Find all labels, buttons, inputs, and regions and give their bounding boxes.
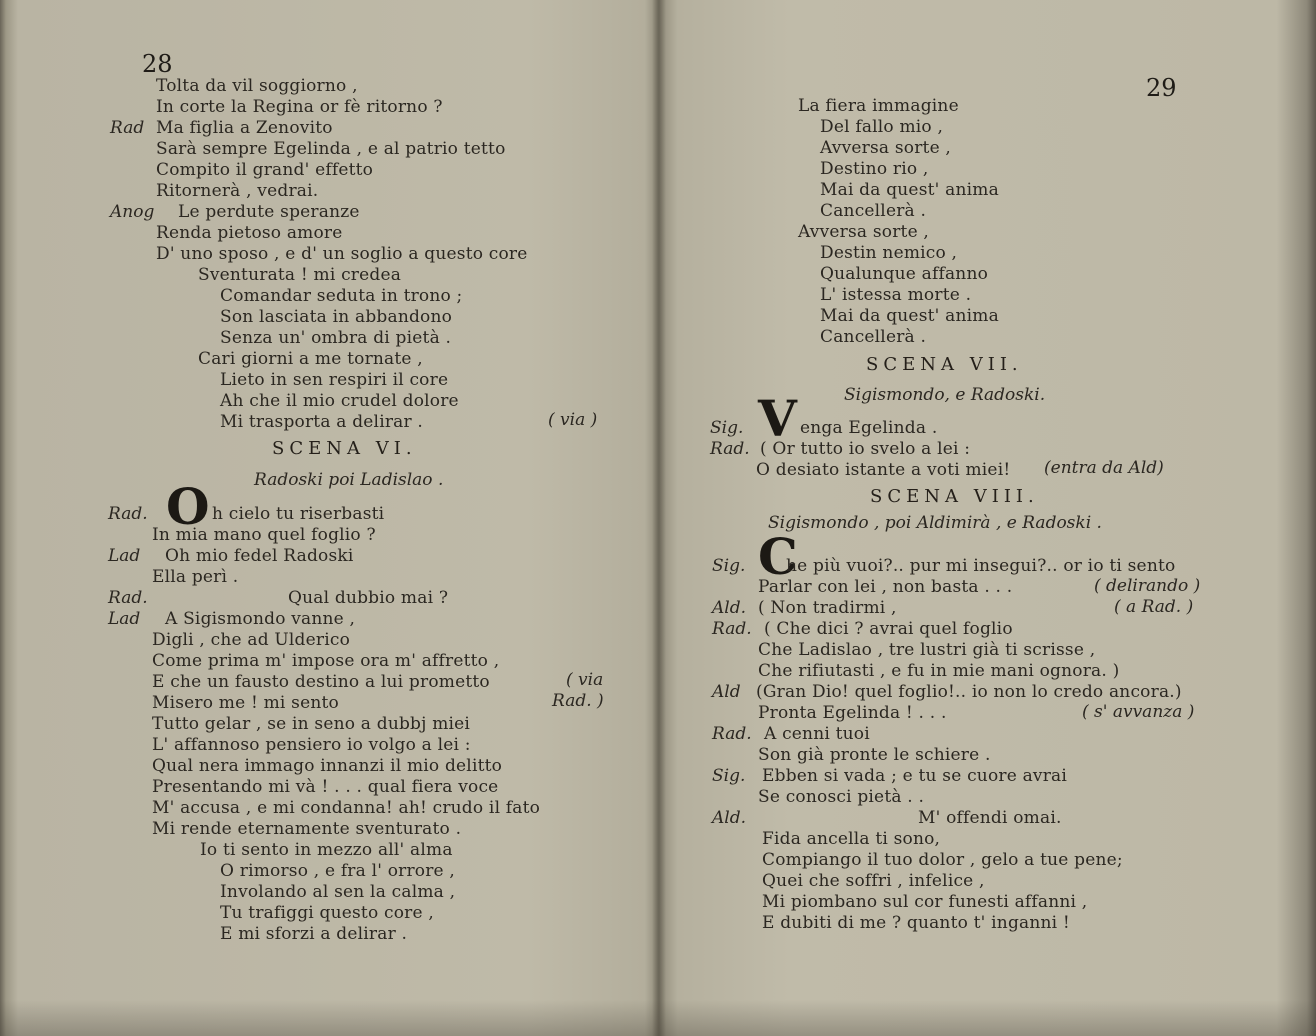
text-line: M' offendi omai. — [918, 808, 1062, 828]
right-page — [658, 0, 1316, 1036]
speaker-label: Anog — [110, 202, 155, 222]
text-line: Se conosci pietà . . — [758, 787, 925, 807]
scene-characters-vii: Sigismondo, e Radoski. — [844, 385, 1046, 405]
text-line: Lieto in sen respiri il core — [220, 370, 449, 390]
text-line: ( Non tradirmi , — [758, 598, 897, 618]
speaker-label: Rad. — [108, 504, 148, 524]
text-line: Ma figlia a Zenovito — [156, 118, 333, 138]
stage-direction-savvanza: ( s' avvanza ) — [1082, 702, 1195, 722]
text-line: Pronta Egelinda ! . . . — [758, 703, 947, 723]
text-line: Fida ancella ti sono, — [762, 829, 941, 849]
text-line: A cenni tuoi — [764, 724, 870, 744]
text-line: Ritornerà , vedrai. — [156, 181, 319, 201]
speaker-label: Lad — [108, 609, 141, 629]
stage-direction-via: ( via ) — [548, 410, 598, 430]
text-line: Cancellerà . — [820, 201, 927, 221]
text-line: E che un fausto destino a lui prometto — [152, 672, 490, 692]
text-line: Compiango il tuo dolor , gelo a tue pene; — [762, 850, 1123, 870]
text-line: In mia mano quel foglio ? — [152, 525, 376, 545]
text-line: Cancellerà . — [820, 327, 927, 347]
speaker-label: Ald. — [712, 808, 746, 828]
speaker-label: Ald. — [712, 598, 746, 618]
scene-characters-viii: Sigismondo , poi Aldimirà , e Radoski . — [768, 513, 1102, 533]
scene-heading-viii: SCENA VIII. — [870, 486, 1039, 507]
scene-heading-vi: SCENA VI. — [272, 438, 417, 459]
text-line: Qualunque affanno — [820, 264, 989, 284]
text-line: Ebben si vada ; e tu se cuore avrai — [762, 766, 1068, 786]
right-page-number: 29 — [1146, 74, 1177, 102]
text-line: Renda pietoso amore — [156, 223, 343, 243]
drop-cap-o: O — [166, 477, 210, 536]
text-line: Ella perì . — [152, 567, 239, 587]
text-line: Mai da quest' anima — [820, 306, 999, 326]
text-line: Comandar seduta in trono ; — [220, 286, 463, 306]
speaker-label: Rad — [110, 118, 145, 138]
speaker-label: Sig. — [712, 766, 746, 786]
text-line: Tolta da vil soggiorno , — [156, 76, 358, 96]
text-line: O rimorso , e fra l' orrore , — [220, 861, 456, 881]
text-line: In corte la Regina or fè ritorno ? — [156, 97, 443, 117]
left-page-number: 28 — [142, 50, 173, 78]
speaker-label: Rad. — [712, 619, 752, 639]
text-line: Qual dubbio mai ? — [288, 588, 449, 608]
text-line: L' istessa morte . — [820, 285, 972, 305]
drop-cap-c: C — [758, 527, 798, 586]
text-line: Mi trasporta a delirar . — [220, 412, 424, 432]
speaker-label: Ald — [712, 682, 741, 702]
speaker-label: Rad. — [712, 724, 752, 744]
text-line: Mi piombano sul cor funesti affanni , — [762, 892, 1088, 912]
scene-characters-vi: Radoski poi Ladislao . — [254, 470, 444, 490]
stage-direction-via-2: ( via — [566, 670, 604, 690]
text-line: Misero me ! mi sento — [152, 693, 339, 713]
text-line: Tutto gelar , se in seno a dubbj miei — [152, 714, 471, 734]
text-line: Come prima m' impose ora m' affretto , — [152, 651, 500, 671]
speaker-label: Rad. — [710, 439, 750, 459]
text-line: O desiato istante a voti miei! — [756, 460, 1011, 480]
text-line: Ah che il mio crudel dolore — [220, 391, 459, 411]
text-line: Qual nera immago innanzi il mio delitto — [152, 756, 503, 776]
text-line: A Sigismondo vanne , — [165, 609, 356, 629]
stage-direction-entra: (entra da Ald) — [1044, 458, 1164, 478]
text-line: Destino rio , — [820, 159, 929, 179]
text-line: Sarà sempre Egelinda , e al patrio tetto — [156, 139, 506, 159]
text-line: Che rifiutasti , e fu in mie mani ognora. ) — [758, 661, 1120, 681]
speaker-label: Sig. — [710, 418, 744, 438]
text-line: Sventurata ! mi credea — [198, 265, 402, 285]
drop-cap-v: V — [758, 389, 797, 448]
text-line: Presentando mi và ! . . . qual fiera voce — [152, 777, 499, 797]
text-line: L' affannoso pensiero io volgo a lei : — [152, 735, 471, 755]
stage-direction-a-rad: ( a Rad. ) — [1114, 597, 1194, 617]
text-line: Mai da quest' anima — [820, 180, 999, 200]
text-line: Le perdute speranze — [178, 202, 360, 222]
text-line: Quei che soffri , infelice , — [762, 871, 985, 891]
stage-direction-delirando: ( delirando ) — [1094, 576, 1201, 596]
text-line: Che Ladislao , tre lustri già ti scrisse , — [758, 640, 1096, 660]
text-line: Del fallo mio , — [820, 117, 944, 137]
text-line: E dubiti di me ? quanto t' inganni ! — [762, 913, 1070, 933]
text-line: Oh mio fedel Radoski — [165, 546, 354, 566]
text-line: Digli , che ad Ulderico — [152, 630, 351, 650]
text-line: E mi sforzi a delirar . — [220, 924, 408, 944]
stage-direction-rad: Rad. ) — [552, 691, 604, 711]
text-line: Io ti sento in mezzo all' alma — [200, 840, 453, 860]
scene-heading-vii: SCENA VII. — [866, 354, 1023, 375]
text-line: Avversa sorte , — [820, 138, 952, 158]
speaker-label: Rad. — [108, 588, 148, 608]
text-line: M' accusa , e mi condanna! ah! crudo il fato — [152, 798, 541, 818]
text-line: La fiera immagine — [798, 96, 959, 116]
text-line: (Gran Dio! quel foglio!.. io non lo credo ancora.) — [756, 682, 1182, 702]
text-line: Parlar con lei , non basta . . . — [758, 577, 1013, 597]
text-line: Son lasciata in abbandono — [220, 307, 453, 327]
text-line: he più vuoi?.. pur mi insegui?.. or io ti sento — [786, 556, 1176, 576]
text-line: Destin nemico , — [820, 243, 958, 263]
speaker-label: Lad — [108, 546, 141, 566]
text-line: ( Or tutto io svelo a lei : — [760, 439, 971, 459]
text-line: Avversa sorte , — [798, 222, 930, 242]
text-line: Senza un' ombra di pietà . — [220, 328, 452, 348]
text-line: Involando al sen la calma , — [220, 882, 456, 902]
text-line: h cielo tu riserbasti — [212, 504, 385, 524]
text-line: Mi rende eternamente sventurato . — [152, 819, 462, 839]
text-line: Cari giorni a me tornate , — [198, 349, 423, 369]
speaker-label: Sig. — [712, 556, 746, 576]
text-line: ( Che dici ? avrai quel foglio — [764, 619, 1013, 639]
text-line: enga Egelinda . — [800, 418, 938, 438]
text-line: D' uno sposo , e d' un soglio a questo core — [156, 244, 528, 264]
text-line: Tu trafiggi questo core , — [220, 903, 434, 923]
text-line: Son già pronte le schiere . — [758, 745, 991, 765]
text-line: Compito il grand' effetto — [156, 160, 374, 180]
